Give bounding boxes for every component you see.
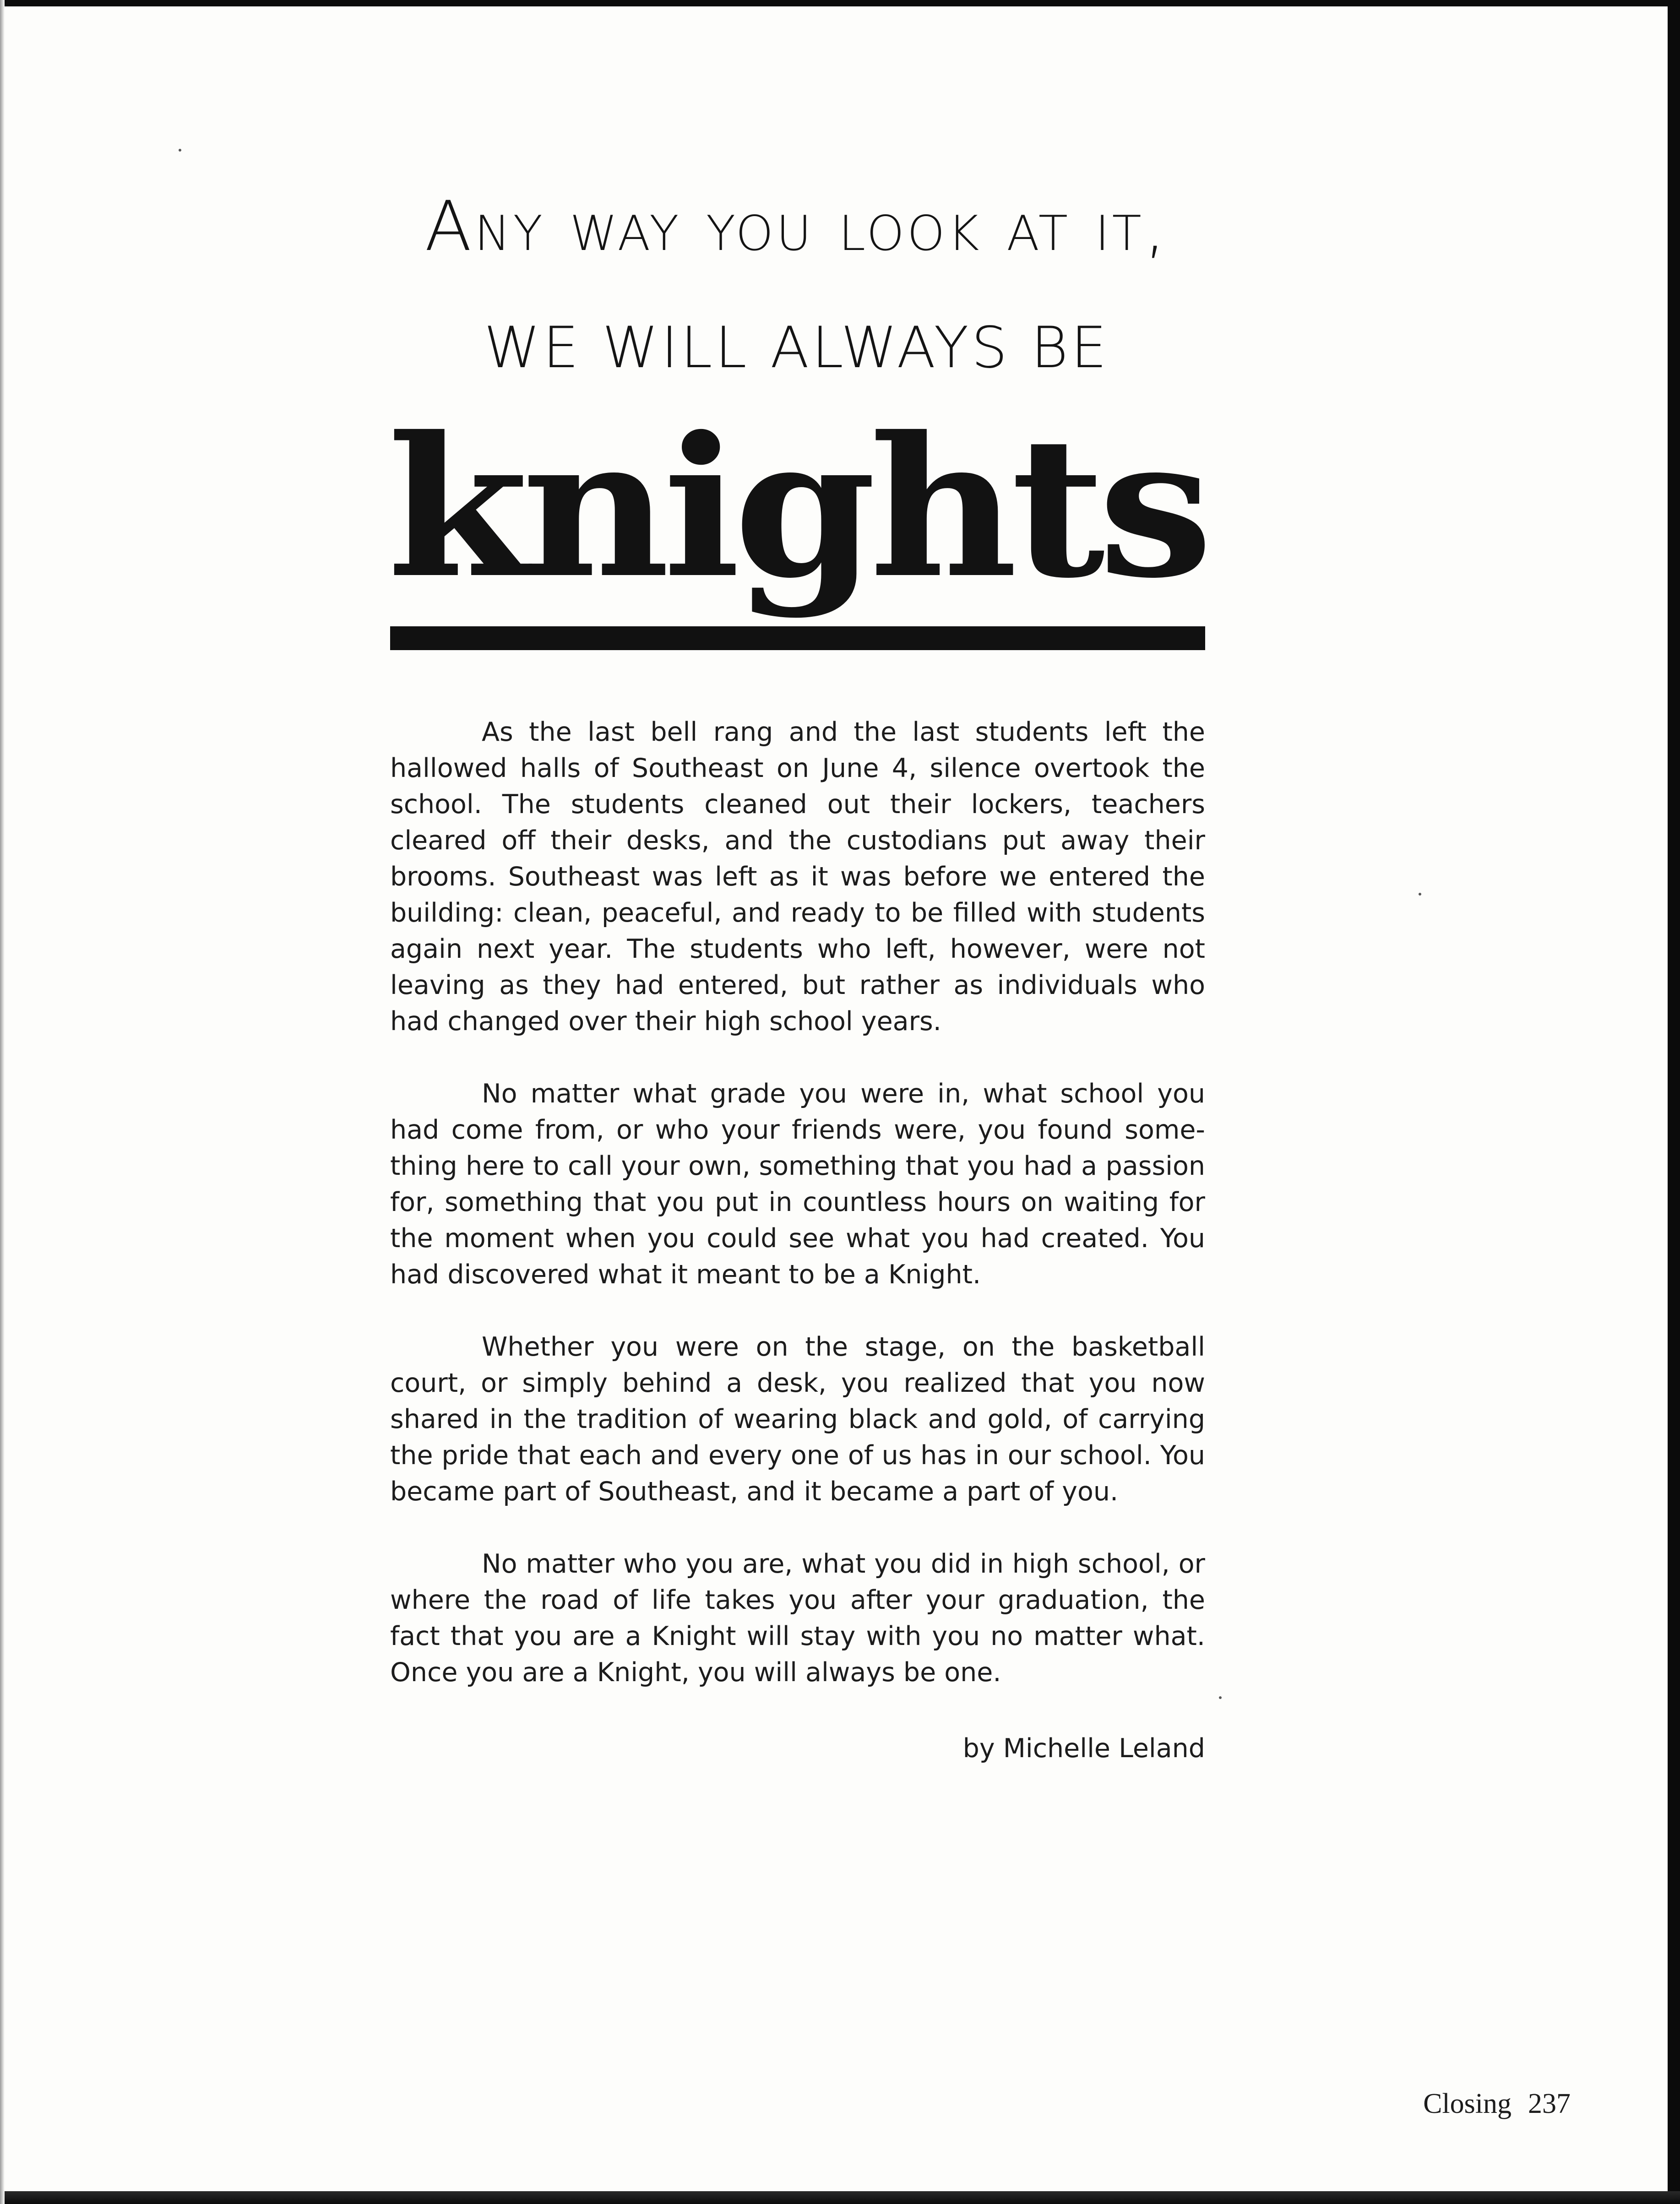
- folio-section-name: Closing: [1423, 2088, 1511, 2119]
- scan-border-bottom: [0, 2191, 1680, 2204]
- article-body: [390, 714, 1205, 1727]
- scan-border-left: [0, 0, 5, 2204]
- headline-line-2: WE WILL ALWAYS BE: [484, 315, 1110, 381]
- dust-speck: [179, 149, 181, 152]
- article-paragraph-1: As the last bell rang and the last students left the hallowed halls of Southeast on June 4, silence overtook the school. The students cleaned out their lockers, teachers cleared off their desks, and the custodians put away their brooms. Southeast was left as it was before we entered the building: clean, peaceful, and ready to be filled with students again next year. The students who left, however, were not leaving as they had entered, but rather as individuals who had changed over their high school years.: [390, 717, 1205, 1037]
- article-byline: by Michelle Leland: [962, 1733, 1205, 1764]
- article-paragraph-3: Whether you were on the stage, on the basketball court, or simply behind a desk, you realized that you now shared in the tradition of wearing black and gold, of carrying the pride that each and every one of us has in our school. You became part of Southeast, and it became a part of you.: [390, 1332, 1205, 1507]
- page-folio: [1328, 2085, 1571, 2122]
- article-paragraph-2: No matter what grade you were in, what school you had come from, or who your friends were, you found some-thing here to call your own, something that you had a passion for, something that you put in countless hours on waiting for the moment when you could see what you had created. You had discovered what it meant to be a Knight.: [390, 1079, 1205, 1290]
- scan-border-top: [0, 0, 1680, 6]
- dust-speck: [1419, 893, 1421, 896]
- article-paragraph-4: No matter who you are, what you did in high school, or where the road of life takes you after your graduation, the fact that you are a Knight will stay with you no matter what. Once you are a Knight, you will always be one.: [390, 1549, 1205, 1688]
- dust-speck: [1219, 1696, 1222, 1699]
- headline-emphasis-word: knights: [387, 395, 1207, 621]
- folio-page-number: 237: [1528, 2088, 1571, 2119]
- headline-underline-bar: [390, 626, 1205, 650]
- scan-border-right: [1668, 0, 1680, 2204]
- headline-line-1: Any way you look at it,: [424, 187, 1169, 266]
